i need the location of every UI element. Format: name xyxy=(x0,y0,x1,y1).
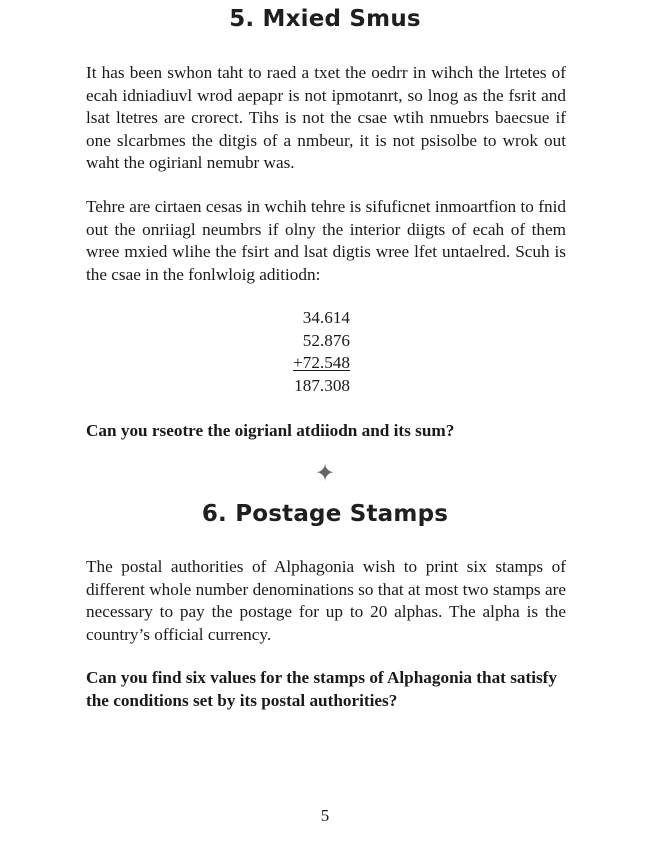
section-5-question: Can you rseotre the oigrianl atdiiodn and its sum? xyxy=(86,421,455,440)
section-5-paragraph-1: It has been swhon taht to raed a txet the oedrr in wihch the lrtetes of ecah idniadiuvl wrod aepapr is not ipmotanrt, so lnog as the fsrit and lsat ltetres are crorect. Tihs is not the csae wtih nmuebrs baecsue if one slcarbmes the ditgis of a nmbeur, it is not psisolbe to wrok out waht the ogirianl nemubr was. xyxy=(86,63,566,172)
section-6-title: 6. Postage Stamps xyxy=(201,501,449,527)
section-5-title: 5. Mxied Smus xyxy=(229,6,421,32)
section-6-question: Can you find six values for the stamps of Alphagonia that satisfy the conditions set by its postal authorities? xyxy=(86,668,557,710)
addition-sum xyxy=(270,307,350,397)
section-5-paragraph-2: Tehre are cirtaen cesas in wchih tehre is sifuficnet inmoartfion to fnid out the onriiagl neumbrs if olny the interior diigts of ecah of them wree mxied wlihe the fsirt and lsat digtis wree lfet untaelred. Scuh is the csae in the fonlwloig aditiodn: xyxy=(86,197,566,284)
four-point-star-icon: ✦ xyxy=(314,459,336,487)
addend-2: 52.876 xyxy=(302,330,350,350)
addend-1: 34.614 xyxy=(302,308,350,327)
section-6-paragraph-1: The postal authorities of Alphagonia wish to print six stamps of different whole number denominations so that at most two stamps are necessary to pay the postage for up to 20 alphas. The alpha is the country’s official currency. xyxy=(86,557,566,644)
sum-total: 187.308 xyxy=(294,375,350,395)
page-number: 5 xyxy=(320,806,330,825)
addend-3: +72.548 xyxy=(293,353,350,372)
